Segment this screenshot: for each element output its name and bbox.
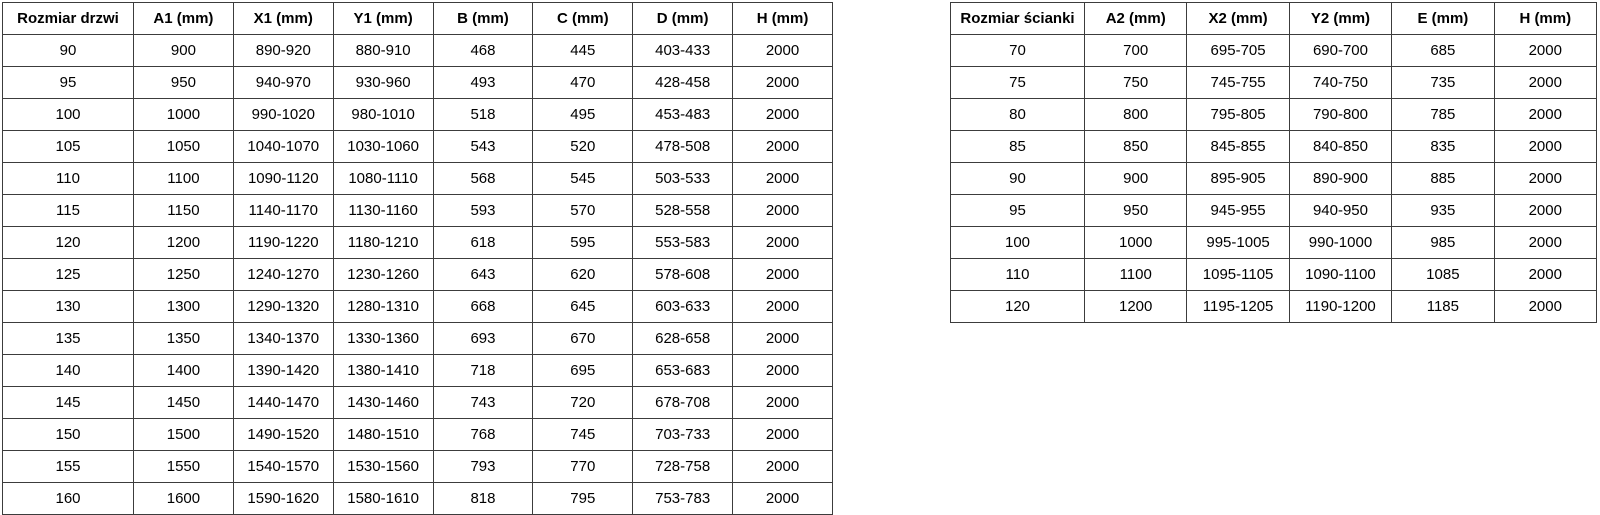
table-cell: 130 <box>3 291 134 323</box>
table-cell: 890-920 <box>233 35 333 67</box>
table-cell: 110 <box>3 163 134 195</box>
table-cell: 1350 <box>134 323 234 355</box>
table-cell: 503-533 <box>633 163 733 195</box>
table-row <box>3 291 833 323</box>
table-cell: 2000 <box>733 323 833 355</box>
table-cell: 2000 <box>1494 291 1596 323</box>
table-cell: 1280-1310 <box>333 291 433 323</box>
table-cell: 1430-1460 <box>333 387 433 419</box>
table-cell: 743 <box>433 387 533 419</box>
table-cell: 900 <box>134 35 234 67</box>
table-cell: 880-910 <box>333 35 433 67</box>
column-header: A1 (mm) <box>134 3 234 35</box>
table-cell: 690-700 <box>1289 35 1391 67</box>
table-cell: 2000 <box>733 419 833 451</box>
table-cell: 453-483 <box>633 99 733 131</box>
table-cell: 1490-1520 <box>233 419 333 451</box>
table-row <box>951 131 1597 163</box>
table-cell: 695 <box>533 355 633 387</box>
table-cell: 1050 <box>134 131 234 163</box>
header-row <box>951 3 1597 35</box>
table-cell: 85 <box>951 131 1085 163</box>
table-cell: 980-1010 <box>333 99 433 131</box>
table-cell: 2000 <box>733 387 833 419</box>
table-cell: 125 <box>3 259 134 291</box>
table-cell: 1180-1210 <box>333 227 433 259</box>
table-cell: 840-850 <box>1289 131 1391 163</box>
table-row <box>951 227 1597 259</box>
table-cell: 135 <box>3 323 134 355</box>
table-row <box>951 195 1597 227</box>
table-cell: 750 <box>1085 67 1187 99</box>
column-header: Rozmiar ścianki <box>951 3 1085 35</box>
table-row <box>3 67 833 99</box>
table-cell: 595 <box>533 227 633 259</box>
column-header: X2 (mm) <box>1187 3 1289 35</box>
table-cell: 950 <box>1085 195 1187 227</box>
table-cell: 2000 <box>733 67 833 99</box>
table-row <box>3 227 833 259</box>
table-cell: 1085 <box>1392 259 1494 291</box>
table-cell: 160 <box>3 483 134 515</box>
table-cell: 2000 <box>1494 99 1596 131</box>
column-header: C (mm) <box>533 3 633 35</box>
table-cell: 2000 <box>1494 67 1596 99</box>
table-cell: 995-1005 <box>1187 227 1289 259</box>
column-header: B (mm) <box>433 3 533 35</box>
table-cell: 800 <box>1085 99 1187 131</box>
table-cell: 2000 <box>733 163 833 195</box>
table-cell: 628-658 <box>633 323 733 355</box>
table-cell: 1095-1105 <box>1187 259 1289 291</box>
table-cell: 545 <box>533 163 633 195</box>
table-cell: 1185 <box>1392 291 1494 323</box>
table-cell: 518 <box>433 99 533 131</box>
table-cell: 735 <box>1392 67 1494 99</box>
table-cell: 95 <box>951 195 1085 227</box>
table-row <box>3 259 833 291</box>
table-cell: 785 <box>1392 99 1494 131</box>
table-row <box>3 419 833 451</box>
table-cell: 720 <box>533 387 633 419</box>
table-cell: 428-458 <box>633 67 733 99</box>
table-cell: 593 <box>433 195 533 227</box>
table-cell: 2000 <box>1494 163 1596 195</box>
column-header: H (mm) <box>733 3 833 35</box>
table-cell: 2000 <box>733 483 833 515</box>
table-cell: 115 <box>3 195 134 227</box>
table-cell: 1330-1360 <box>333 323 433 355</box>
table-cell: 1190-1220 <box>233 227 333 259</box>
table-cell: 950 <box>134 67 234 99</box>
table-cell: 1580-1610 <box>333 483 433 515</box>
table-cell: 1150 <box>134 195 234 227</box>
table-cell: 1300 <box>134 291 234 323</box>
table-cell: 1040-1070 <box>233 131 333 163</box>
table-cell: 1130-1160 <box>333 195 433 227</box>
table-cell: 1600 <box>134 483 234 515</box>
table-cell: 100 <box>951 227 1085 259</box>
table-cell: 95 <box>3 67 134 99</box>
header-row <box>3 3 833 35</box>
table-cell: 470 <box>533 67 633 99</box>
table-cell: 493 <box>433 67 533 99</box>
table-cell: 620 <box>533 259 633 291</box>
table-cell: 935 <box>1392 195 1494 227</box>
table-cell: 528-558 <box>633 195 733 227</box>
table-cell: 653-683 <box>633 355 733 387</box>
table-cell: 1550 <box>134 451 234 483</box>
table-cell: 985 <box>1392 227 1494 259</box>
table-cell: 740-750 <box>1289 67 1391 99</box>
table-cell: 445 <box>533 35 633 67</box>
table-cell: 685 <box>1392 35 1494 67</box>
table-cell: 145 <box>3 387 134 419</box>
table-row <box>3 99 833 131</box>
column-header: D (mm) <box>633 3 733 35</box>
table-row <box>951 291 1597 323</box>
column-header: Rozmiar drzwi <box>3 3 134 35</box>
table-cell: 695-705 <box>1187 35 1289 67</box>
table-cell: 2000 <box>733 259 833 291</box>
table-row <box>3 323 833 355</box>
table-cell: 745-755 <box>1187 67 1289 99</box>
table-cell: 1200 <box>134 227 234 259</box>
table-cell: 2000 <box>733 195 833 227</box>
column-header: X1 (mm) <box>233 3 333 35</box>
table-cell: 1540-1570 <box>233 451 333 483</box>
table-cell: 75 <box>951 67 1085 99</box>
table-cell: 1290-1320 <box>233 291 333 323</box>
column-header: H (mm) <box>1494 3 1596 35</box>
table-cell: 693 <box>433 323 533 355</box>
table-cell: 1440-1470 <box>233 387 333 419</box>
table-cell: 150 <box>3 419 134 451</box>
table-cell: 700 <box>1085 35 1187 67</box>
table-cell: 495 <box>533 99 633 131</box>
table-cell: 1140-1170 <box>233 195 333 227</box>
column-header: A2 (mm) <box>1085 3 1187 35</box>
table-cell: 890-900 <box>1289 163 1391 195</box>
table-cell: 478-508 <box>633 131 733 163</box>
table-cell: 940-950 <box>1289 195 1391 227</box>
table-row <box>951 259 1597 291</box>
table-row <box>951 35 1597 67</box>
table-cell: 1090-1120 <box>233 163 333 195</box>
table-cell: 1500 <box>134 419 234 451</box>
table-cell: 1100 <box>134 163 234 195</box>
table-cell: 753-783 <box>633 483 733 515</box>
table-cell: 2000 <box>733 131 833 163</box>
table-cell: 670 <box>533 323 633 355</box>
table-cell: 795 <box>533 483 633 515</box>
table-cell: 885 <box>1392 163 1494 195</box>
table-cell: 643 <box>433 259 533 291</box>
table-cell: 793 <box>433 451 533 483</box>
table-cell: 2000 <box>1494 259 1596 291</box>
table-cell: 678-708 <box>633 387 733 419</box>
table-row <box>3 163 833 195</box>
table-cell: 1250 <box>134 259 234 291</box>
table-cell: 768 <box>433 419 533 451</box>
table-cell: 945-955 <box>1187 195 1289 227</box>
wall-sizes-table <box>950 2 1597 323</box>
table-cell: 568 <box>433 163 533 195</box>
table-cell: 120 <box>3 227 134 259</box>
table-cell: 1090-1100 <box>1289 259 1391 291</box>
table-cell: 930-960 <box>333 67 433 99</box>
table-cell: 718 <box>433 355 533 387</box>
table-row <box>3 387 833 419</box>
table-cell: 2000 <box>1494 227 1596 259</box>
column-header: Y1 (mm) <box>333 3 433 35</box>
table-row <box>3 451 833 483</box>
table-row <box>3 35 833 67</box>
table-cell: 845-855 <box>1187 131 1289 163</box>
table-cell: 645 <box>533 291 633 323</box>
table-cell: 2000 <box>733 99 833 131</box>
table-cell: 90 <box>3 35 134 67</box>
table-cell: 703-733 <box>633 419 733 451</box>
table-cell: 90 <box>951 163 1085 195</box>
table-cell: 105 <box>3 131 134 163</box>
door-sizes-table <box>2 2 833 515</box>
table-cell: 155 <box>3 451 134 483</box>
table-cell: 940-970 <box>233 67 333 99</box>
table-cell: 895-905 <box>1187 163 1289 195</box>
table-cell: 1000 <box>1085 227 1187 259</box>
table-cell: 1080-1110 <box>333 163 433 195</box>
table-cell: 2000 <box>1494 131 1596 163</box>
table-cell: 1450 <box>134 387 234 419</box>
table-cell: 795-805 <box>1187 99 1289 131</box>
table-row <box>951 99 1597 131</box>
table-cell: 1480-1510 <box>333 419 433 451</box>
table-cell: 570 <box>533 195 633 227</box>
table-row <box>3 195 833 227</box>
table-cell: 520 <box>533 131 633 163</box>
table-cell: 1340-1370 <box>233 323 333 355</box>
table-cell: 850 <box>1085 131 1187 163</box>
table-cell: 2000 <box>1494 35 1596 67</box>
table-cell: 100 <box>3 99 134 131</box>
table-cell: 2000 <box>733 451 833 483</box>
table-cell: 1190-1200 <box>1289 291 1391 323</box>
table-cell: 120 <box>951 291 1085 323</box>
table-cell: 835 <box>1392 131 1494 163</box>
table-cell: 2000 <box>733 35 833 67</box>
column-header: Y2 (mm) <box>1289 3 1391 35</box>
table-cell: 1000 <box>134 99 234 131</box>
table-cell: 1530-1560 <box>333 451 433 483</box>
table-cell: 900 <box>1085 163 1187 195</box>
table-cell: 468 <box>433 35 533 67</box>
table-row <box>3 355 833 387</box>
column-header: E (mm) <box>1392 3 1494 35</box>
table-cell: 1230-1260 <box>333 259 433 291</box>
table-cell: 1100 <box>1085 259 1187 291</box>
table-row <box>951 67 1597 99</box>
table-cell: 403-433 <box>633 35 733 67</box>
table-cell: 668 <box>433 291 533 323</box>
table-cell: 578-608 <box>633 259 733 291</box>
table-cell: 990-1000 <box>1289 227 1391 259</box>
table-cell: 2000 <box>733 355 833 387</box>
table-cell: 2000 <box>733 227 833 259</box>
table-cell: 1240-1270 <box>233 259 333 291</box>
table-cell: 140 <box>3 355 134 387</box>
table-cell: 770 <box>533 451 633 483</box>
table-cell: 818 <box>433 483 533 515</box>
table-cell: 110 <box>951 259 1085 291</box>
table-cell: 1380-1410 <box>333 355 433 387</box>
table-cell: 790-800 <box>1289 99 1391 131</box>
table-cell: 1590-1620 <box>233 483 333 515</box>
table-row <box>3 131 833 163</box>
table-cell: 618 <box>433 227 533 259</box>
table-cell: 745 <box>533 419 633 451</box>
table-row <box>3 483 833 515</box>
table-cell: 553-583 <box>633 227 733 259</box>
table-cell: 1200 <box>1085 291 1187 323</box>
table-cell: 80 <box>951 99 1085 131</box>
table-cell: 2000 <box>1494 195 1596 227</box>
table-cell: 1390-1420 <box>233 355 333 387</box>
table-cell: 728-758 <box>633 451 733 483</box>
table-cell: 1195-1205 <box>1187 291 1289 323</box>
table-cell: 2000 <box>733 291 833 323</box>
table-cell: 70 <box>951 35 1085 67</box>
table-cell: 1400 <box>134 355 234 387</box>
table-cell: 543 <box>433 131 533 163</box>
table-cell: 603-633 <box>633 291 733 323</box>
table-cell: 1030-1060 <box>333 131 433 163</box>
table-cell: 990-1020 <box>233 99 333 131</box>
table-row <box>951 163 1597 195</box>
